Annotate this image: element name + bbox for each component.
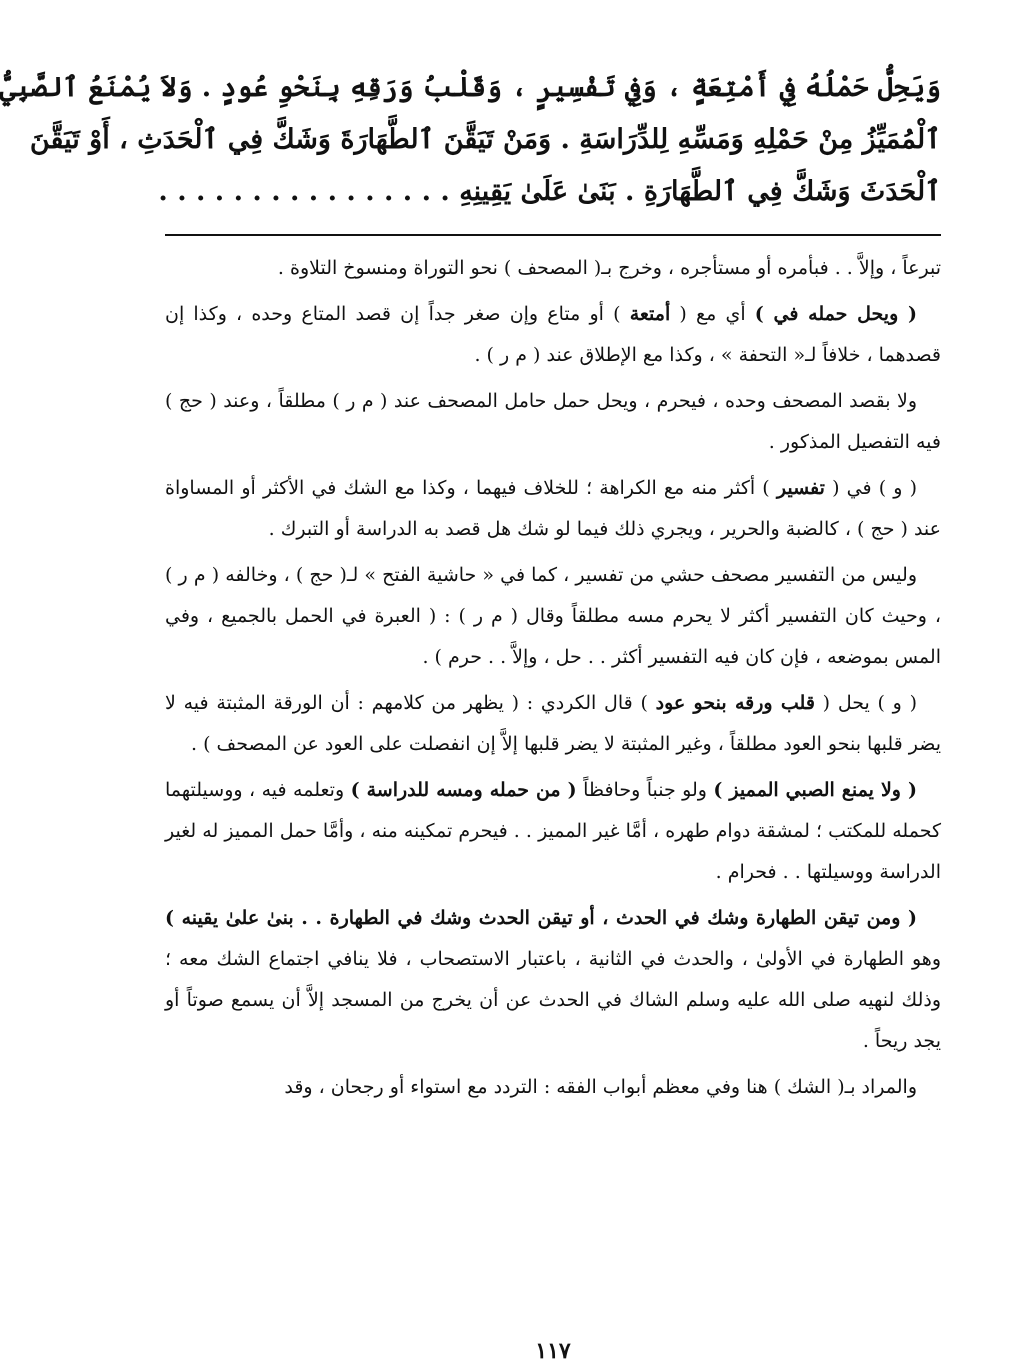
quoted-matn: ( ولا يمنع الصبي المميز ) bbox=[713, 779, 917, 801]
commentary-text-run: ) أكثر منه مع الكراهة ؛ للخلاف فيهما ، وكذا مع الشك في الأكثر أو المساواة عند ( حج ) ، كالضبة والحرير ، ويجري ذلك فيما لو شك هل قصد به الدراسة أو التبرك . bbox=[165, 477, 941, 540]
quoted-matn: ( ومن تيقن الطهارة وشك في الحدث ، أو تيقن الحدث وشك في الطهارة . . بنىٰ علىٰ يقينه ) bbox=[165, 907, 917, 929]
commentary-text-run: ) أو متاع وإن صغر جداً إن قصد المتاع وحده ، وكذا إن قصدهما ، خلافاً لـ« التحفة » ، وكذا مع الإطلاق عند ( م ر ) . bbox=[165, 303, 941, 366]
commentary-text-run: وليس من التفسير مصحف حشي من تفسير ، كما في « حاشية الفتح » لـ( حج ) ، وخالفه ( م ر ) ، وحيث كان التفسير أكثر لا يحرم مسه مطلقاً وقال ( م ر ) : ( العبرة في الحمل بالجميع ، وفي المس بموضعه ، فإن كان فيه التفسير أكثر . . حل ، وإلاَّ . . حرم ) . bbox=[165, 564, 941, 668]
matn-line-1: وَيَحِلُّ حَمْلُهُ فِي أَمْتِعَةٍ ، وَفِي تَفْسِيرٍ ، وَقَلْبُ وَرَقِهِ بِنَحْوِ عُودٍ . وَلاَ يُمْنَعُ ٱلصَّبِيُّ bbox=[0, 72, 941, 103]
page-number: ١١٧ bbox=[535, 1338, 571, 1364]
book-page bbox=[0, 62, 941, 1371]
quoted-matn: أمتعة bbox=[629, 303, 671, 325]
commentary-paragraph-1 bbox=[165, 248, 941, 289]
commentary-paragraph-8 bbox=[165, 898, 941, 1062]
commentary-paragraph-3 bbox=[165, 381, 941, 463]
commentary-text-run: ( و ) في ( bbox=[824, 477, 918, 499]
commentary-paragraph-9 bbox=[165, 1067, 941, 1108]
commentary-text-run: ولا بقصد المصحف وحده ، فيحرم ، ويحل حمل حامل المصحف عند ( م ر ) مطلقاً ، وعند ( حج ) فيه التفصيل المذكور . bbox=[165, 390, 941, 453]
commentary-text-run: أي مع ( bbox=[670, 303, 755, 325]
quoted-matn: قلب ورقه بنحو عود bbox=[655, 692, 815, 714]
quoted-matn: ( ويحل حمله في ) bbox=[754, 303, 917, 325]
commentary-text-run: والمراد بـ( الشك ) هنا وفي معظم أبواب الفقه : التردد مع استواء أو رجحان ، وقد bbox=[284, 1076, 917, 1098]
commentary-text bbox=[165, 248, 941, 1113]
quoted-matn: تفسير bbox=[776, 477, 825, 499]
matn-text bbox=[0, 62, 941, 218]
quoted-matn: ( من حمله ومسه للدراسة ) bbox=[350, 779, 577, 801]
commentary-paragraph-4 bbox=[165, 468, 941, 550]
commentary-paragraph-2 bbox=[165, 294, 941, 376]
commentary-text-run: ) قال الكردي : ( يظهر من كلامهم : أن الورقة المثبتة فيه لا يضر قلبها بنحو العود مطلقاً ، وغير المثبتة لا يضر قلبها إلاَّ إن انفصلت على العود عن المصحف ) . bbox=[165, 692, 941, 755]
commentary-paragraph-7 bbox=[165, 770, 941, 893]
matn-line-3: ٱلْحَدَثَ وَشَكَّ فِي ٱلطَّهَارَةِ . بَنَىٰ عَلَىٰ يَقِينِهِ . . . . . . . . . . . . . . . . bbox=[158, 176, 941, 207]
commentary-text-run: ( و ) يحل ( bbox=[814, 692, 917, 714]
matn-line-2: ٱلْمُمَيِّزُ مِنْ حَمْلِهِ وَمَسِّهِ لِلدِّرَاسَةِ . وَمَنْ تَيَقَّنَ ٱلطَّهَارَةَ وَشَكَّ فِي ٱلْحَدَثِ ، أَوْ تَيَقَّنَ bbox=[29, 124, 941, 155]
commentary-paragraph-6 bbox=[165, 683, 941, 765]
commentary-text-run: تبرعاً ، وإلاَّ . . فبأمره أو مستأجره ، وخرج بـ( المصحف ) نحو التوراة ومنسوخ التلاوة . bbox=[277, 257, 941, 279]
commentary-paragraph-5 bbox=[165, 555, 941, 678]
commentary-text-run: وتعلمه فيه ، ووسيلتهما كحمله للمكتب ؛ لمشقة دوام طهره ، أمَّا غير المميز . . فيحرم تمكينه منه ، وأمَّا حمل المميز له لغير الدراسة ووسيلتها . . فحرام . bbox=[165, 779, 941, 883]
commentary-text-run: وهو الطهارة في الأولىٰ ، والحدث في الثانية ، باعتبار الاستصحاب ، فلا ينافي اجتماع الشك معه ؛ وذلك لنهيه صلى الله عليه وسلم الشاك في الحدث عن أن يخرج من المسجد إلاَّ أن يسمع صوتاً أو يجد ريحاً . bbox=[165, 948, 941, 1052]
footnote-divider bbox=[165, 234, 941, 236]
commentary-text-run: ولو جنباً وحافظاً bbox=[576, 779, 714, 801]
